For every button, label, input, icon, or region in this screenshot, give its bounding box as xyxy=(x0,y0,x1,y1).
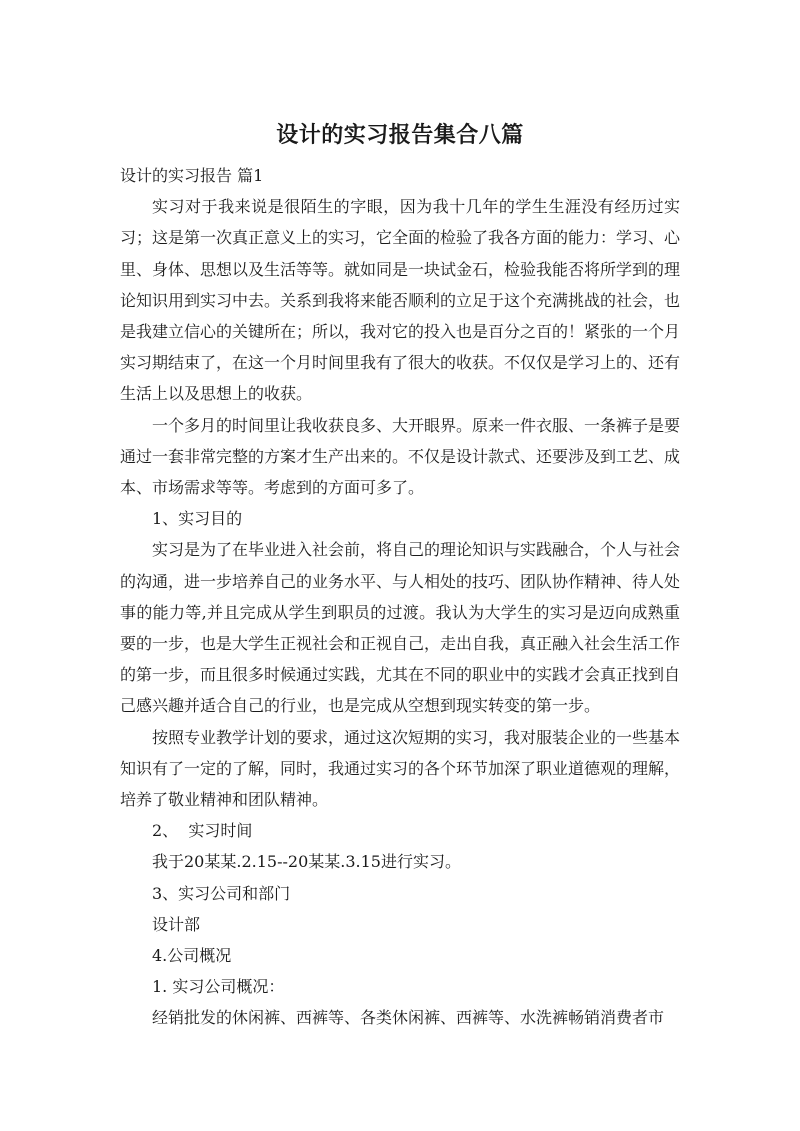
subtitle: 设计的实习报告 篇1 xyxy=(120,166,264,185)
paragraph-1: 实习对于我来说是很陌生的字眼，因为我十几年的学生生涯没有经历过实习；这是第一次真正意义上的实习，它全面的检验了我各方面的能力：学习、心里、身体、思想以及生活等等。就如同是一块试金石，检验我能否将所学到的理论知识用到实习中去。关系到我将来能否顺利的立足于这个充满挑战的社会，也是我建立信心的关键所在；所以，我对它的投入也是百分之百的！紧张的一个月实习期结束了，在这一个月时间里我有了很大的收获。不仅仅是学习上的、还有生活上以及思想上的收获。 xyxy=(120,197,681,404)
section-heading-5: 1. 实习公司概况： xyxy=(152,977,285,997)
paragraph-5: 我于20某某.2.15--20某某.3.15进行实习。 xyxy=(152,852,461,872)
paragraph-7: 经销批发的休闲裤、西裤等、各类休闲裤、西裤等、水洗裤畅销消费者市 xyxy=(152,1008,665,1028)
page-title: 设计的实习报告集合八篇 xyxy=(276,123,524,148)
document-body xyxy=(120,160,680,1034)
section-heading-1: 1、实习目的 xyxy=(152,509,243,529)
section-heading-4: 4.公司概况 xyxy=(152,946,232,966)
section-heading-2: 2、 实习时间 xyxy=(152,821,253,841)
paragraph-2: 一个多月的时间里让我收获良多、大开眼界。原来一件衣服、一条裤子是要通过一套非常完整的方案才生产出来的。不仅是设计款式、还要涉及到工艺、成本、市场需求等等。考虑到的方面可多了。 xyxy=(120,415,681,498)
paragraph-6: 设计部 xyxy=(152,914,201,934)
paragraph-3: 实习是为了在毕业进入社会前，将自己的理论知识与实践融合，个人与社会的沟通，进一步培养自己的业务水平、与人相处的技巧、团队协作精神、待人处事的能力等,并且完成从学生到职员的过渡。我认为大学生的实习是迈向成熟重要的一步，也是大学生正视社会和正视自己，走出自我，真正融入社会生活工作的第一步，而且很多时候通过实践，尤其在不同的职业中的实践才会真正找到自己感兴趣并适合自己的行业，也是完成从空想到现实转变的第一步。 xyxy=(120,540,681,716)
section-heading-3: 3、实习公司和部门 xyxy=(152,883,291,903)
paragraph-4: 按照专业教学计划的要求，通过这次短期的实习，我对服装企业的一些基本知识有了一定的了解，同时，我通过实习的各个环节加深了职业道德观的理解，培养了敬业精神和团队精神。 xyxy=(120,727,681,810)
